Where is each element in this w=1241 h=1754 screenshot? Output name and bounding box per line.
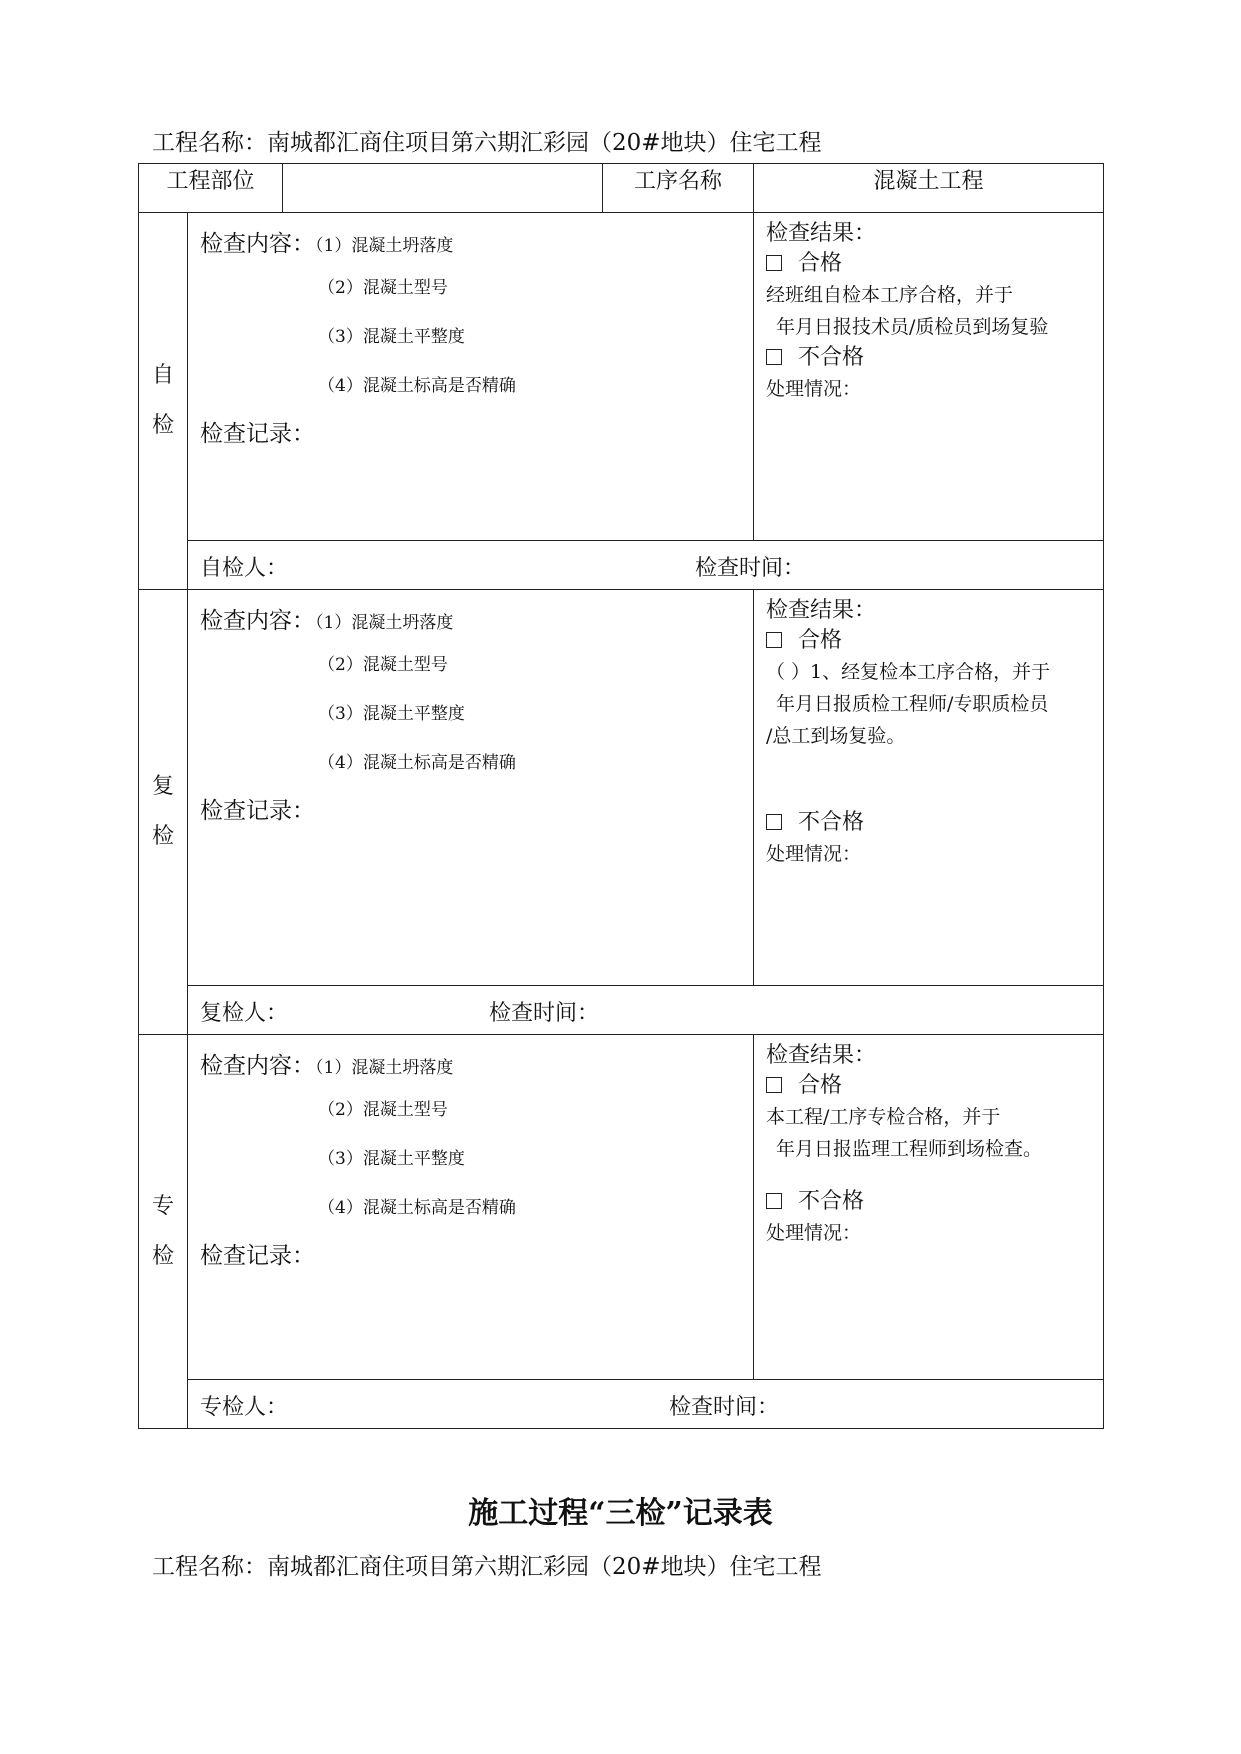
- inspector-label: 专检人：: [200, 1395, 289, 1420]
- special-check-row: [139, 1035, 1104, 1380]
- recheck-side-label: [139, 590, 188, 1035]
- self-check-content-cell[interactable]: [188, 213, 754, 541]
- fail-checkbox[interactable]: [766, 1193, 782, 1209]
- recheck-result-cell: [754, 590, 1104, 986]
- check-time-label: 检查时间：: [669, 1395, 780, 1420]
- part-value-cell[interactable]: [283, 164, 603, 213]
- side-char: 专: [151, 1193, 174, 1219]
- project-name-line-2: 工程名称：南城都汇商住项目第六期汇彩园（20#地块）住宅工程: [152, 1554, 822, 1580]
- pass-checkbox[interactable]: [766, 1077, 782, 1093]
- fail-checkbox[interactable]: [766, 349, 782, 365]
- inspector-label: 自检人：: [200, 556, 289, 581]
- pass-note: /总工到场复验。: [766, 725, 906, 747]
- pass-checkbox[interactable]: [766, 632, 782, 648]
- pass-note: 本工程/工序专检合格，并于: [766, 1106, 1001, 1128]
- handle-label: 处理情况：: [766, 378, 862, 400]
- process-value-cell: [754, 164, 1104, 213]
- pass-note: 年月日报质检工程师/专职质检员: [776, 693, 1049, 715]
- fail-label: 不合格: [798, 1189, 865, 1214]
- part-label: 工程部位: [166, 169, 255, 194]
- check-item: （2）混凝土型号: [318, 278, 448, 298]
- project-name-line: 工程名称：南城都汇商住项目第六期汇彩园（20#地块）住宅工程: [152, 130, 822, 156]
- result-label: 检查结果：: [766, 1043, 877, 1068]
- header-row: [139, 164, 1104, 213]
- pass-note: 经班组自检本工序合格，并于: [766, 284, 1014, 306]
- special-check-side-label: [139, 1035, 188, 1429]
- special-check-signature-row: [139, 1380, 1104, 1429]
- handle-label: 处理情况：: [766, 1222, 862, 1244]
- fail-label: 不合格: [798, 345, 865, 370]
- result-label: 检查结果：: [766, 221, 877, 246]
- content-label: 检查内容：: [200, 1053, 315, 1079]
- record-label: 检查记录：: [200, 798, 315, 824]
- part-label-cell: [139, 164, 283, 213]
- pass-note: 年月日报监理工程师到场检查。: [776, 1138, 1043, 1160]
- process-value: 混凝土工程: [873, 169, 984, 194]
- check-item: （1）混凝土坍落度: [315, 236, 454, 256]
- record-label: 检查记录：: [200, 1243, 315, 1269]
- side-char: 复: [151, 774, 174, 799]
- pass-note: 年月日报技术员/质检员到场复验: [776, 316, 1049, 338]
- pass-label: 合格: [798, 1073, 843, 1098]
- recheck-content-cell[interactable]: [188, 590, 754, 986]
- check-item: （3）混凝土平整度: [318, 327, 465, 347]
- check-item: （2）混凝土型号: [318, 655, 448, 675]
- record-label: 检查记录：: [200, 421, 315, 447]
- special-check-content-cell[interactable]: [188, 1035, 754, 1380]
- check-item: （4）混凝土标高是否精确: [318, 753, 516, 773]
- side-char: 自: [151, 363, 174, 388]
- recheck-signature-cell[interactable]: [188, 986, 1104, 1035]
- recheck-row: [139, 590, 1104, 986]
- check-item: （1）混凝土坍落度: [315, 1058, 454, 1078]
- handle-label: 处理情况：: [766, 843, 862, 865]
- process-label-cell: [603, 164, 754, 213]
- check-item: （4）混凝土标高是否精确: [318, 1198, 516, 1218]
- result-label: 检查结果：: [766, 598, 877, 623]
- self-check-side-label: [139, 213, 188, 590]
- self-check-signature-cell[interactable]: [188, 541, 1104, 590]
- side-char: 检: [151, 824, 174, 849]
- check-item: （3）混凝土平整度: [318, 1149, 465, 1169]
- pass-checkbox[interactable]: [766, 255, 782, 271]
- self-check-result-cell: [754, 213, 1104, 541]
- content-label: 检查内容：: [200, 608, 315, 634]
- pass-label: 合格: [798, 251, 843, 276]
- self-check-row: [139, 213, 1104, 541]
- self-check-signature-row: [139, 541, 1104, 590]
- pass-note: （ ）1、经复检本工序合格，并于: [766, 661, 1051, 683]
- check-item: （1）混凝土坍落度: [315, 613, 454, 633]
- inspector-label: 复检人：: [200, 1001, 289, 1026]
- side-char: 检: [151, 413, 174, 438]
- process-label: 工序名称: [634, 169, 723, 194]
- special-check-signature-cell[interactable]: [188, 1380, 1104, 1429]
- fail-label: 不合格: [798, 810, 865, 835]
- check-item: （4）混凝土标高是否精确: [318, 376, 516, 396]
- special-check-result-cell: [754, 1035, 1104, 1380]
- check-item: （2）混凝土型号: [318, 1100, 448, 1120]
- pass-label: 合格: [798, 628, 843, 653]
- inspection-form-table: [138, 163, 1104, 1429]
- content-label: 检查内容：: [200, 231, 315, 257]
- form-title: 施工过程“三检”记录表: [468, 1496, 773, 1531]
- check-time-label: 检查时间：: [489, 1001, 600, 1026]
- check-item: （3）混凝土平整度: [318, 704, 465, 724]
- recheck-signature-row: [139, 986, 1104, 1035]
- side-char: 检: [151, 1243, 174, 1269]
- fail-checkbox[interactable]: [766, 814, 782, 830]
- check-time-label: 检查时间：: [695, 556, 806, 581]
